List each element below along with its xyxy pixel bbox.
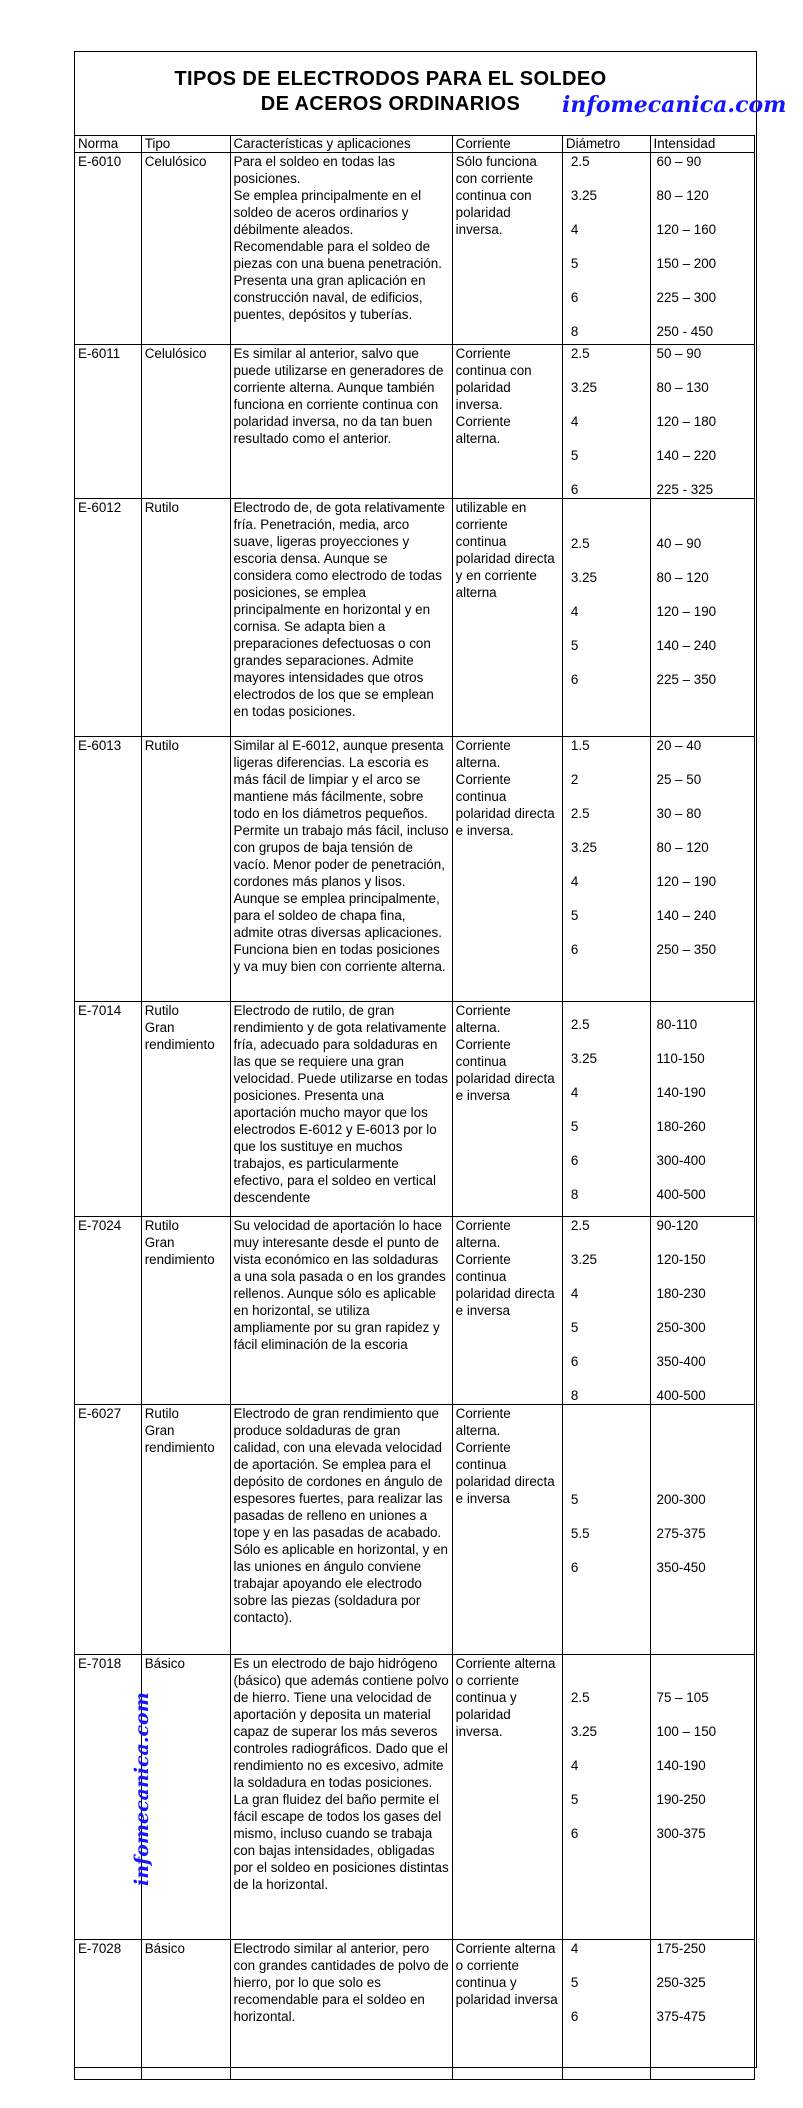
cell-caracteristicas: Electrodo de gran rendimiento que produce soldaduras de gran calidad, con una elevada velocidad de aportación. Se emplea para el depósito de cordones en ángulo de espesores fuertes, para realizar las pasadas de relleno en uniones a tope y en las pasadas de acabado. Sólo es aplicable en horizontal, y en las uniones en ángulo conviene trabajar apoyando ele electrodo sobre las piezas (soldadura por contacto). xyxy=(230,1405,452,1655)
cell-norma: E-7018 xyxy=(75,1655,142,1940)
intensidad-value: 80 – 130 xyxy=(656,380,709,395)
intensidad-value: 100 – 150 xyxy=(656,1724,717,1739)
intensidad-value: 250-325 xyxy=(656,1975,706,1990)
cell-diametro xyxy=(562,1002,650,1217)
cell-intensidad xyxy=(650,499,754,737)
brand-watermark-side: infomecanica.com xyxy=(131,1692,153,1886)
diametro-value: 5 xyxy=(570,1492,579,1507)
table-header-row xyxy=(75,136,755,153)
diametro-value: 6 xyxy=(570,290,579,305)
cell-intensidad xyxy=(650,1405,754,1655)
diametro-value: 8 xyxy=(570,324,579,339)
intensidad-value: 175-250 xyxy=(656,1941,706,1956)
cell-norma: E-7014 xyxy=(75,1002,142,1217)
intensidad-value: 250-300 xyxy=(656,1320,706,1335)
cell-diametro xyxy=(562,737,650,1002)
cell-diametro xyxy=(562,1940,650,2080)
diametro-value: 5 xyxy=(570,256,579,271)
intensidad-value: 190-250 xyxy=(656,1792,706,1807)
cell-corriente: Corriente alterna o corriente continua y polaridad inversa xyxy=(452,1940,562,2080)
intensidad-value: 225 – 300 xyxy=(656,290,717,305)
cell-diametro xyxy=(562,153,650,345)
diametro-value: 3.25 xyxy=(570,570,597,585)
diametro-value: 5.5 xyxy=(570,1526,590,1541)
cell-intensidad xyxy=(650,1002,754,1217)
intensidad-value: 300-375 xyxy=(656,1826,706,1841)
diametro-value: 6 xyxy=(570,1354,579,1369)
cell-diametro xyxy=(562,499,650,737)
intensidad-value: 250 – 350 xyxy=(656,942,717,957)
intensidad-value: 120 – 160 xyxy=(656,222,717,237)
diametro-value: 6 xyxy=(570,672,579,687)
cell-norma: E-6010 xyxy=(75,153,142,345)
intensidad-value: 300-400 xyxy=(656,1153,706,1168)
diametro-value: 4 xyxy=(570,1758,579,1773)
diametro-value: 6 xyxy=(570,1560,579,1575)
cell-intensidad xyxy=(650,1217,754,1405)
diametro-value: 4 xyxy=(570,1085,579,1100)
cell-corriente: Sólo funciona con corriente continua con polaridad inversa. xyxy=(452,153,562,345)
header-tipo: Tipo xyxy=(141,136,230,153)
diametro-value: 3.25 xyxy=(570,840,597,855)
intensidad-value: 110-150 xyxy=(656,1051,705,1066)
diametro-value: 2.5 xyxy=(570,536,590,551)
cell-diametro xyxy=(562,1217,650,1405)
diametro-value: 3.25 xyxy=(570,1252,597,1267)
header-norma: Norma xyxy=(75,136,142,153)
cell-corriente: Corriente alterna. Corriente continua polaridad directa e inversa xyxy=(452,1405,562,1655)
intensidad-value: 200-300 xyxy=(656,1492,706,1507)
intensidad-value: 80 – 120 xyxy=(656,188,709,203)
intensidad-value: 350-400 xyxy=(656,1354,706,1369)
intensidad-value: 225 – 350 xyxy=(656,672,717,687)
diametro-value: 3.25 xyxy=(570,380,597,395)
intensidad-value: 75 – 105 xyxy=(656,1690,709,1705)
cell-norma: E-6027 xyxy=(75,1405,142,1655)
cell-tipo: Celulósico xyxy=(141,153,230,345)
diametro-value: 4 xyxy=(570,604,579,619)
intensidad-value: 140 – 220 xyxy=(656,448,717,463)
diametro-value: 2.5 xyxy=(570,346,590,361)
table-row xyxy=(75,1405,755,1655)
intensidad-value: 20 – 40 xyxy=(656,738,702,753)
diametro-value: 8 xyxy=(570,1187,579,1202)
cell-corriente: Corriente alterna o corriente continua y polaridad inversa. xyxy=(452,1655,562,1940)
diametro-value: 4 xyxy=(570,874,579,889)
cell-norma: E-7028 xyxy=(75,1940,142,2080)
diametro-value: 5 xyxy=(570,638,579,653)
cell-tipo: Básico xyxy=(141,1655,230,1940)
diametro-value: 5 xyxy=(570,908,579,923)
header-caracteristicas: Características y aplicaciones xyxy=(230,136,452,153)
intensidad-value: 140 – 240 xyxy=(656,638,717,653)
cell-tipo: Rutilo Gran rendimiento xyxy=(141,1405,230,1655)
diametro-value: 2.5 xyxy=(570,1690,590,1705)
intensidad-value: 120 – 190 xyxy=(656,604,717,619)
cell-caracteristicas: Para el soldeo en todas las posiciones. Se emplea principalmente en el soldeo de aceros ordinarios y débilmente aleados. Recomendable para el soldeo de piezas con una buena penetración. Presenta una gran aplicación en construcción naval, de edificios, puentes, depósitos y tuberías. xyxy=(230,153,452,345)
cell-caracteristicas: Es un electrodo de bajo hidrógeno (básico) que además contiene polvo de hierro. Tiene una velocidad de aportación y deposita un material capaz de superar los más severos controles radiográficos. Dado que el rendimiento no es excesivo, admite la soldadura en todas posiciones. La gran fluidez del baño permite el fácil escape de todos los gases del mismo, incluso cuando se trabaja con bajas intensidades, obligadas por el soldeo en posiciones distintas de la horizontal. xyxy=(230,1655,452,1940)
cell-tipo: Rutilo Gran rendimiento xyxy=(141,1002,230,1217)
diametro-value: 3.25 xyxy=(570,188,597,203)
diametro-value: 5 xyxy=(570,1119,579,1134)
intensidad-value: 150 – 200 xyxy=(656,256,717,271)
intensidad-value: 180-230 xyxy=(656,1286,706,1301)
title-line-2: DE ACEROS ORDINARIOS xyxy=(260,93,521,115)
cell-norma: E-7024 xyxy=(75,1217,142,1405)
cell-tipo: Rutilo xyxy=(141,499,230,737)
table-row xyxy=(75,1655,755,1940)
cell-norma: E-6012 xyxy=(75,499,142,737)
cell-caracteristicas: Electrodo de, de gota relativamente fría. Penetración, media, arco suave, ligeras proyecciones y escoria densa. Aunque se considera como electrodo de todas posiciones, se emplea principalmente en horizontal y en cornisa. Se adapta bien a preparaciones defectuosas o con grandes separaciones. Admite mayores intensidades que otros electrodos de los que se emplean en todas posiciones. xyxy=(230,499,452,737)
intensidad-value: 50 – 90 xyxy=(656,346,702,361)
intensidad-value: 140-190 xyxy=(656,1758,706,1773)
header-intensidad: Intensidad xyxy=(650,136,754,153)
table-row xyxy=(75,499,755,737)
intensidad-value: 225 - 325 xyxy=(656,482,714,497)
header-corriente: Corriente xyxy=(452,136,562,153)
cell-diametro xyxy=(562,1655,650,1940)
diametro-value: 5 xyxy=(570,1975,579,1990)
diametro-value: 8 xyxy=(570,1388,579,1403)
cell-intensidad xyxy=(650,1940,754,2080)
table-row xyxy=(75,153,755,345)
intensidad-value: 25 – 50 xyxy=(656,772,702,787)
diametro-value: 6 xyxy=(570,1153,579,1168)
intensidad-value: 275-375 xyxy=(656,1526,706,1541)
diametro-value: 2 xyxy=(570,772,579,787)
intensidad-value: 400-500 xyxy=(656,1388,706,1403)
cell-norma: E-6011 xyxy=(75,345,142,499)
table-row xyxy=(75,1002,755,1217)
cell-corriente: Corriente continua con polaridad inversa. Corriente alterna. xyxy=(452,345,562,499)
electrode-table xyxy=(74,135,755,2080)
diametro-value: 4 xyxy=(570,1941,579,1956)
cell-intensidad xyxy=(650,345,754,499)
intensidad-value: 400-500 xyxy=(656,1187,706,1202)
intensidad-value: 60 – 90 xyxy=(656,154,702,169)
diametro-value: 6 xyxy=(570,482,579,497)
diametro-value: 2.5 xyxy=(570,1017,590,1032)
diametro-value: 2.5 xyxy=(570,1218,590,1233)
diametro-value: 3.25 xyxy=(570,1724,597,1739)
diametro-value: 6 xyxy=(570,2009,579,2024)
table-row xyxy=(75,1940,755,2080)
intensidad-value: 40 – 90 xyxy=(656,536,702,551)
cell-caracteristicas: Similar al E-6012, aunque presenta ligeras diferencias. La escoria es más fácil de limpiar y el arco se mantiene más fácilmente, sobre todo en los diámetros pequeños. Permite un trabajo más fácil, incluso con grupos de baja tensión de vacío. Menor poder de penetración, cordones más planos y lisos. Aunque se emplea principalmente, para el soldeo de chapa fina, admite otras diversas aplicaciones. Funciona bien en todas posiciones y va muy bien con corriente alterna. xyxy=(230,737,452,1002)
diametro-value: 6 xyxy=(570,942,579,957)
cell-intensidad xyxy=(650,153,754,345)
intensidad-value: 120 – 190 xyxy=(656,874,717,889)
diametro-value: 1.5 xyxy=(570,738,590,753)
table-row xyxy=(75,1217,755,1405)
brand-watermark-top: infomecanica.com xyxy=(562,92,787,118)
diametro-value: 4 xyxy=(570,1286,579,1301)
cell-caracteristicas: Su velocidad de aportación lo hace muy interesante desde el punto de vista económico en las soldaduras a una sola pasada o en los grandes rellenos. Aunque sólo es aplicable en horizontal, se utiliza ampliamente por su gran rapidez y fácil eliminación de la escoria xyxy=(230,1217,452,1405)
cell-corriente: Corriente alterna. Corriente continua polaridad directa e inversa xyxy=(452,1002,562,1217)
table-row xyxy=(75,737,755,1002)
diametro-value: 5 xyxy=(570,448,579,463)
cell-diametro xyxy=(562,1405,650,1655)
cell-intensidad xyxy=(650,1655,754,1940)
table-row xyxy=(75,345,755,499)
diametro-value: 4 xyxy=(570,414,579,429)
intensidad-value: 250 - 450 xyxy=(656,324,714,339)
header-diametro: Diámetro xyxy=(562,136,650,153)
cell-corriente: utilizable en corriente continua polaridad directa y en corriente alterna xyxy=(452,499,562,737)
intensidad-value: 80 – 120 xyxy=(656,570,709,585)
cell-corriente: Corriente alterna. Corriente continua polaridad directa e inversa. xyxy=(452,737,562,1002)
intensidad-value: 375-475 xyxy=(656,2009,706,2024)
cell-caracteristicas: Electrodo similar al anterior, pero con grandes cantidades de polvo de hierro, por lo que solo es recomendable para el soldeo en horizontal. xyxy=(230,1940,452,2080)
intensidad-value: 140 – 240 xyxy=(656,908,717,923)
title-block xyxy=(75,52,787,135)
cell-tipo: Celulósico xyxy=(141,345,230,499)
diametro-value: 5 xyxy=(570,1320,579,1335)
diametro-value: 3.25 xyxy=(570,1051,597,1066)
intensidad-value: 30 – 80 xyxy=(656,806,702,821)
diametro-value: 6 xyxy=(570,1826,579,1841)
diametro-value: 5 xyxy=(570,1792,579,1807)
intensidad-value: 120-150 xyxy=(656,1252,706,1267)
cell-diametro xyxy=(562,345,650,499)
document-page xyxy=(74,51,787,2068)
cell-intensidad xyxy=(650,737,754,1002)
intensidad-value: 120 – 180 xyxy=(656,414,717,429)
cell-caracteristicas: Electrodo de rutilo, de gran rendimiento y de gota relativamente fría, adecuado para soldaduras en las que se requiere una gran velocidad. Puede utilizarse en todas posiciones. Presenta una aportación mucho mayor que los electrodos E-6012 y E-6013 por lo que los sustituye en muchos trabajos, es particularmente efectivo, para el soldeo en vertical descendente xyxy=(230,1002,452,1217)
cell-corriente: Corriente alterna. Corriente continua polaridad directa e inversa xyxy=(452,1217,562,1405)
cell-caracteristicas: Es similar al anterior, salvo que puede utilizarse en generadores de corriente alterna. Aunque también funciona en corriente continua con polaridad inversa, no da tan buen resultado como el anterior. xyxy=(230,345,452,499)
intensidad-value: 80 – 120 xyxy=(656,840,709,855)
intensidad-value: 350-450 xyxy=(656,1560,706,1575)
intensidad-value: 140-190 xyxy=(656,1085,706,1100)
diametro-value: 2.5 xyxy=(570,154,590,169)
diametro-value: 4 xyxy=(570,222,579,237)
cell-norma: E-6013 xyxy=(75,737,142,1002)
title-line-1: TIPOS DE ELECTRODOS PARA EL SOLDEO xyxy=(174,68,607,90)
intensidad-value: 90-120 xyxy=(656,1218,699,1233)
cell-tipo: Rutilo xyxy=(141,737,230,1002)
intensidad-value: 80-110 xyxy=(656,1017,698,1032)
intensidad-value: 180-260 xyxy=(656,1119,706,1134)
cell-tipo: Rutilo Gran rendimiento xyxy=(141,1217,230,1405)
cell-tipo: Básico xyxy=(141,1940,230,2080)
diametro-value: 2.5 xyxy=(570,806,590,821)
